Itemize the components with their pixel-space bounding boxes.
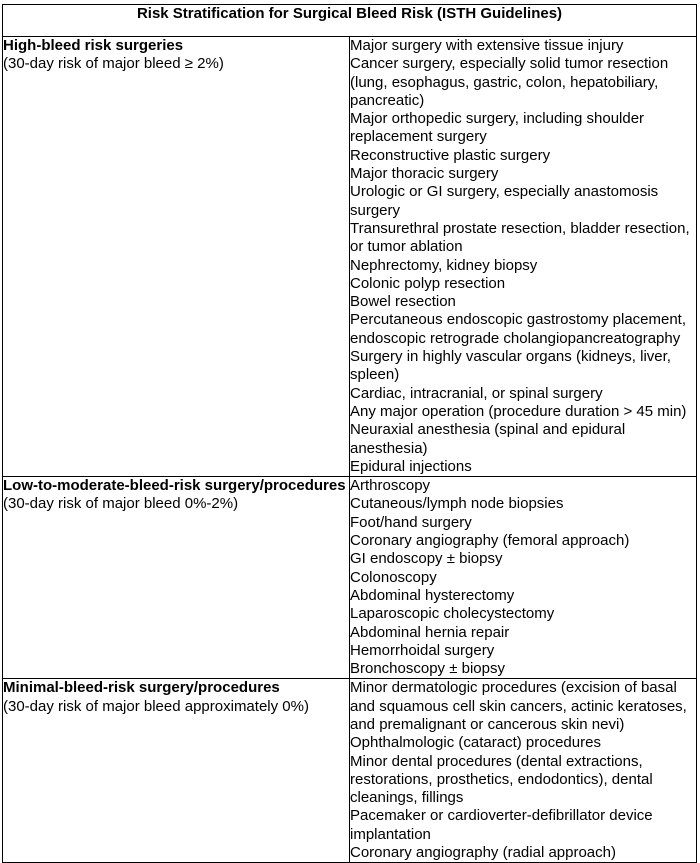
procedure-item: Colonoscopy [350,568,437,586]
procedure-item: Any major operation (procedure duration > 45 min) [350,402,687,420]
procedure-item: Major thoracic surgery [350,165,499,183]
procedure-list [350,37,696,476]
procedure-item: Reconstructive plastic surgery [350,146,551,164]
category-row-high [3,37,697,477]
procedure-item: Bowel resection [350,293,456,311]
procedure-item: Pacemaker or cardioverter-defibrillator device implantation [350,807,653,843]
category-cell [3,477,350,679]
procedure-item: Percutaneous endoscopic gastrostomy placement, endoscopic retrograde cholangiopancreatography [350,311,687,347]
category-cell [3,679,350,863]
category-row-low-moderate [3,477,697,679]
procedure-item: Laparoscopic cholecystectomy [350,605,555,623]
procedure-item: Ophthalmologic (cataract) procedures [350,734,601,752]
procedure-item: Minor dental procedures (dental extractions, restorations, prosthetics, endodontics), dental cleanings, fillings [350,752,653,807]
category-row-minimal [3,679,697,863]
procedure-item: Abdominal hernia repair [350,623,510,641]
procedure-item: Arthroscopy [350,477,431,495]
procedure-cell [350,477,697,679]
risk-stratification-table [2,4,697,863]
procedure-item: Transurethral prostate resection, bladder resection, or tumor ablation [350,219,690,256]
procedure-list [350,477,696,678]
procedure-item: Coronary angiography (radial approach) [350,844,616,862]
procedure-item: Neuraxial anesthesia (spinal and epidural anesthesia) [350,421,626,457]
procedure-item: Major surgery with extensive tissue injury [350,37,624,54]
procedure-item: Surgery in highly vascular organs (kidneys, liver, spleen) [350,348,671,384]
procedure-item: Urologic or GI surgery, especially anastomosis surgery [350,183,659,219]
category-name: High-bleed risk surgeries [3,37,184,54]
procedure-item: Nephrectomy, kidney biopsy [350,256,538,274]
procedure-item: Abdominal hysterectomy [350,586,515,604]
category-cell [3,37,350,477]
procedure-item: Epidural injections [350,457,472,475]
category-description: (30-day risk of major bleed approximately 0%) [3,697,309,715]
procedure-item: Colonic polyp resection [350,274,506,292]
procedure-item: Foot/hand surgery [350,513,472,531]
category-description: (30-day risk of major bleed ≥ 2%) [3,55,224,73]
procedure-item: Hemorrhoidal surgery [350,641,495,659]
category-description: (30-day risk of major bleed 0%-2%) [3,495,239,513]
procedure-item: Cancer surgery, especially solid tumor resection (lung, esophagus, gastric, colon, hepatobiliary, pancreatic) [350,55,669,109]
procedure-item: Coronary angiography (femoral approach) [350,532,630,550]
table-title: Risk Stratification for Surgical Bleed Risk (ISTH Guidelines) [3,5,697,37]
category-name: Minimal-bleed-risk surgery/procedures [3,679,280,697]
procedure-item: Cutaneous/lymph node biopsies [350,495,564,513]
procedure-item: Bronchoscopy ± biopsy [350,660,505,678]
procedure-item: GI endoscopy ± biopsy [350,550,503,568]
procedure-item: Cardiac, intracranial, or spinal surgery [350,384,603,402]
procedure-cell [350,679,697,863]
category-name: Low-to-moderate-bleed-risk surgery/procedures [3,477,346,495]
procedure-item: Major orthopedic surgery, including shoulder replacement surgery [350,110,645,146]
procedure-cell [350,37,697,477]
procedure-list [350,679,696,862]
procedure-item: Minor dermatologic procedures (excision of basal and squamous cell skin cancers, actinic keratoses, and premalignant or cancerous skin nevi) [350,679,687,733]
